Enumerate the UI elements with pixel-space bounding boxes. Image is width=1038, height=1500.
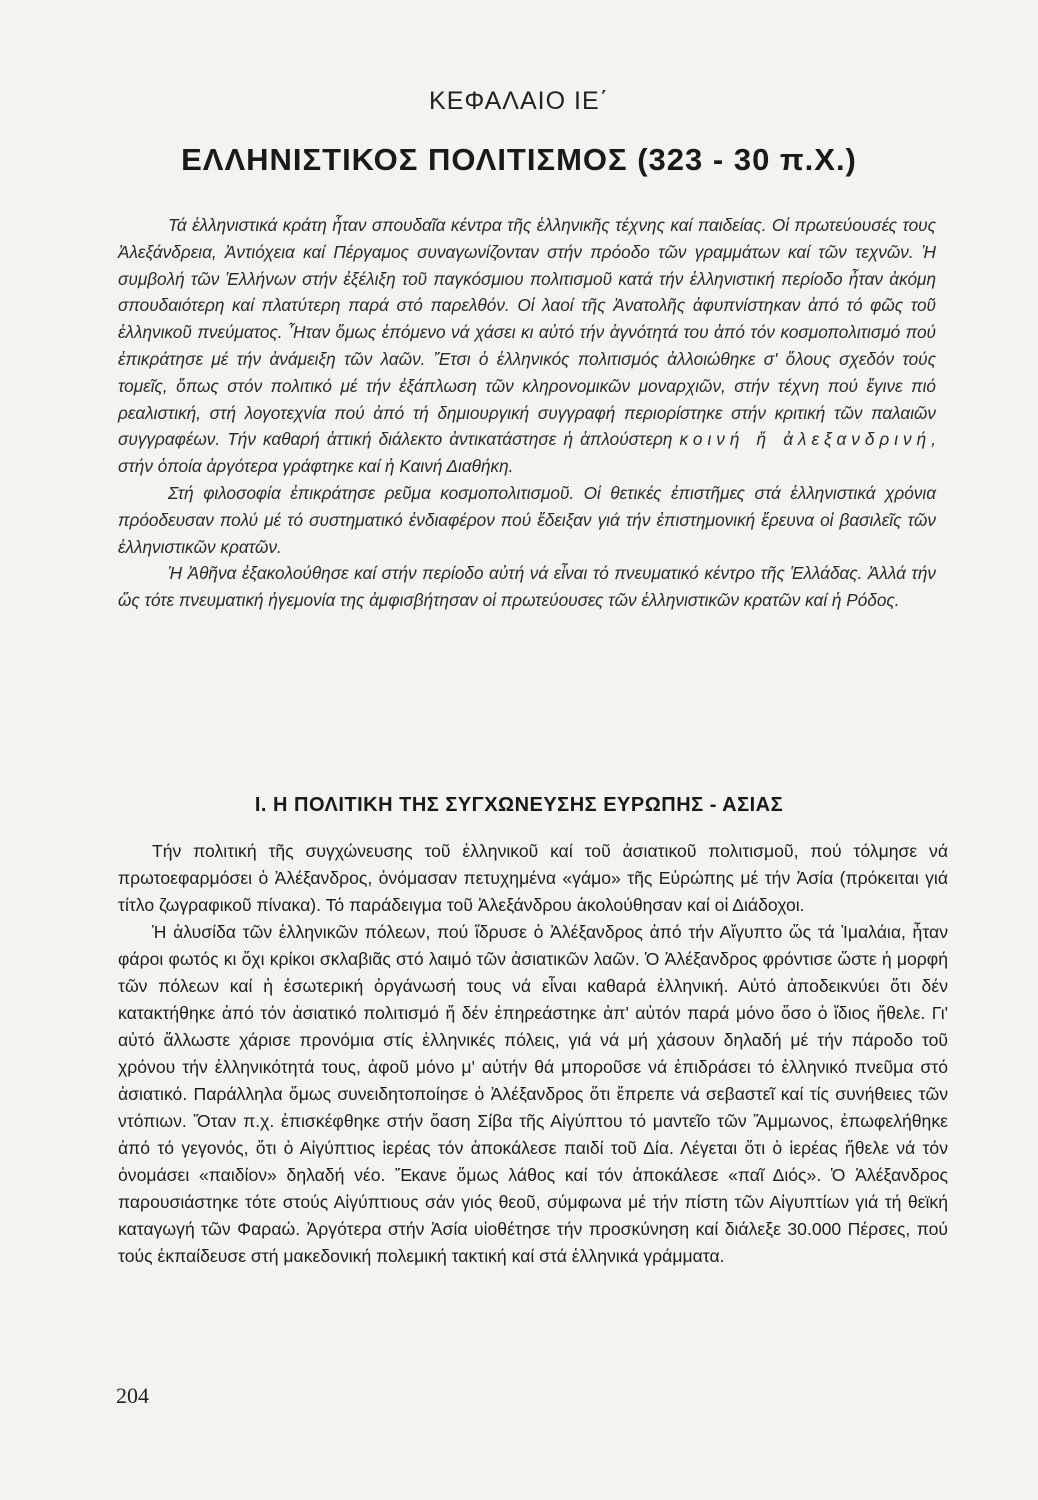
chapter-label: ΚΕΦΑΛΑΙΟ ΙΕ΄ [429, 87, 609, 115]
intro-paragraph: Στή φιλοσοφία ἐπικράτησε ρεῦμα κοσμοπολιτισμοῦ. Οἱ θετικές ἐπιστῆμες στά ἑλληνιστικά χρόνια πρόοδευσαν πολύ μέ τό συστηματικό ἐνδιαφέρον πού ἔδειξαν γιά τήν ἐπιστημονική ἔρευνα οἱ βασιλεῖς τῶν ἑλληνιστικῶν κρατῶν. [118, 482, 936, 557]
page-number: 204 [116, 1383, 149, 1408]
body-paragraph: Τήν πολιτική τῆς συγχώνευσης τοῦ ἑλληνικοῦ καί τοῦ ἀσιατικοῦ πολιτισμοῦ, πού τόλμησε νά πρωτοεφαρμόσει ὁ Ἀλέξανδρος, ὀνόμασαν πετυχημένα «γάμο» τῆς Εὐρώπης μέ τήν Ἀσία (πρόκειται γιά τίτλο ζωγραφικοῦ πίνακα). Τό παράδειγμα τοῦ Ἀλεξάνδρου ἀκολούθησαν καί οἱ Διάδοχοι. [118, 841, 948, 915]
intro-text: , στήν ὁποία ἀργότερα γράφτηκε καί ἡ Καινή Διαθήκη. [118, 429, 936, 477]
spaced-term: κοινή ἤ ἀλεξανδρινή [679, 429, 932, 450]
chapter-title: ΕΛΛΗΝΙΣΤΙΚΟΣ ΠΟΛΙΤΙΣΜΟΣ (323 - 30 π.Χ.) [181, 142, 857, 177]
intro-paragraph: Ἡ Ἀθῆνα ἐξακολούθησε καί στήν περίοδο αὐτή νά εἶναι τό πνευματικό κέντρο τῆς Ἑλλάδας. Ἀλλά τήν ὥς τότε πνευματική ἡγεμονία της ἀμφισβήτησαν οἱ πρωτεύουσες τῶν ἑλληνιστικῶν κρατῶν καί ἡ Ρόδος. [118, 563, 936, 611]
section-body [118, 838, 948, 1270]
intro-text: Τά ἑλληνιστικά κράτη ἦταν σπουδαῖα κέντρα τῆς ἑλληνικῆς τέχνης καί παιδείας. Οἱ πρωτεύουσές τους Ἀλεξάνδρεια, Ἀντιόχεια καί Πέργαμος συναγωνίζονταν στήν πρόοδο τῶν γραμμάτων καί τῶν τεχνῶν. Ἡ συμβολή τῶν Ἑλλήνων στήν ἐξέλιξη τοῦ παγκόσμιου πολιτισμοῦ κατά τήν ἑλληνιστική περίοδο ἦταν ἀκόμη σπουδαιότερη καί πλατύτερη παρά στό παρελθόν. Οἱ λαοί τῆς Ἀνατολῆς ἀφυπνίστηκαν ἀπό τό φῶς τοῦ ἑλληνικοῦ πνεύματος. Ἦταν ὅμως ἑπόμενο νά χάσει κι αὐτό τήν ἁγνότητά του ἀπό τόν κοσμοπολιτισμό πού ἐπικράτησε μέ τήν ἀνάμειξη τῶν λαῶν. Ἔτσι ὁ ἑλληνικός πολιτισμός ἀλλοιώθηκε σ' ὅλους σχεδόν τούς τομεῖς, ὅπως στόν πολιτικό μέ τήν ἐξάπλωση τῶν κληρονομικῶν μοναρχιῶν, στήν τέχνη πού ἔγινε πιό ρεαλιστική, στή λογοτεχνία πού ἀπό τή δημιουργική συγγραφή περιορίστηκε στήν κριτική τῶν παλαιῶν συγγραφέων. Τήν καθαρή ἀττική διάλεκτο ἀντικατάστησε ἡ ἁπλούστερη [118, 215, 936, 450]
chapter-introduction [118, 212, 936, 614]
section-heading: Ι. Η ΠΟΛΙΤΙΚΗ ΤΗΣ ΣΥΓΧΩΝΕΥΣΗΣ ΕΥΡΩΠΗΣ - ΑΣΙΑΣ [254, 794, 784, 816]
body-paragraph: Ἡ ἀλυσίδα τῶν ἑλληνικῶν πόλεων, πού ἵδρυσε ὁ Ἀλέξανδρος ἀπό τήν Αἴγυπτο ὥς τά Ἰμαλάια, ἦταν φάροι φωτός κι ὄχι κρίκοι σκλαβιᾶς στό λαιμό τῶν ἀσιατικῶν λαῶν. Ὁ Ἀλέξανδρος φρόντισε ὥστε ἡ μορφή τῶν πόλεων καί ἡ ἐσωτερική ὀργάνωσή τους νά εἶναι καθαρά ἑλληνική. Αὐτό ἀποδεικνύει ὅτι δέν κατακτήθηκε ἀπό τόν ἀσιατικό πολιτισμό ἤ δέν ἐπηρεάστηκε ἀπ' αὐτόν παρά μόνο ὅσο ὁ ἴδιος ἤθελε. Γι' αὐτό ἄλλωστε χάρισε προνόμια στίς ἑλληνικές πόλεις, γιά νά μή χάσουν δηλαδή μέ τήν πάροδο τοῦ χρόνου τήν ἑλληνικότητά τους, ἀφοῦ μόνο μ' αὐτήν θά μποροῦσε νά ἐπιδράσει τό ἑλληνικό πνεῦμα στό ἀσιατικό. Παράλληλα ὅμως συνειδητοποίησε ὁ Ἀλέξανδρος ὅτι ἔπρεπε νά σεβαστεῖ καί τίς συνήθειες τῶν ντόπιων. Ὅταν π.χ. ἐπισκέφθηκε στήν ὄαση Σίβα τῆς Αἰγύπτου τό μαντεῖο τῶν Ἄμμωνος, ἐπωφελήθηκε ἀπό τό γεγονός, ὅτι ὁ Αἰγύπτιος ἱερέας τόν ἀποκάλεσε παιδί τοῦ Δία. Λέγεται ὅτι ὁ ἱερέας ἤθελε νά τόν ὀνομάσει «παιδίον» δηλαδή νέο. Ἔκανε ὅμως λάθος καί τόν ἀποκάλεσε «παῖ Διός». Ὁ Ἀλέξανδρος παρουσιάστηκε τότε στούς Αἰγύπτιους σάν γιός θεοῦ, σύμφωνα μέ τήν πίστη τῶν Αἰγυπτίων γιά τή θεϊκή καταγωγή τῶν Φαραώ. Ἀργότερα στήν Ἀσία υἱοθέτησε τήν προσκύνηση καί διάλεξε 30.000 Πέρσες, πού τούς ἐκπαίδευσε στή μακεδονική πολεμική τακτική καί στά ἑλληνικά γράμματα. [118, 922, 948, 1266]
intro-paragraph [118, 212, 936, 480]
